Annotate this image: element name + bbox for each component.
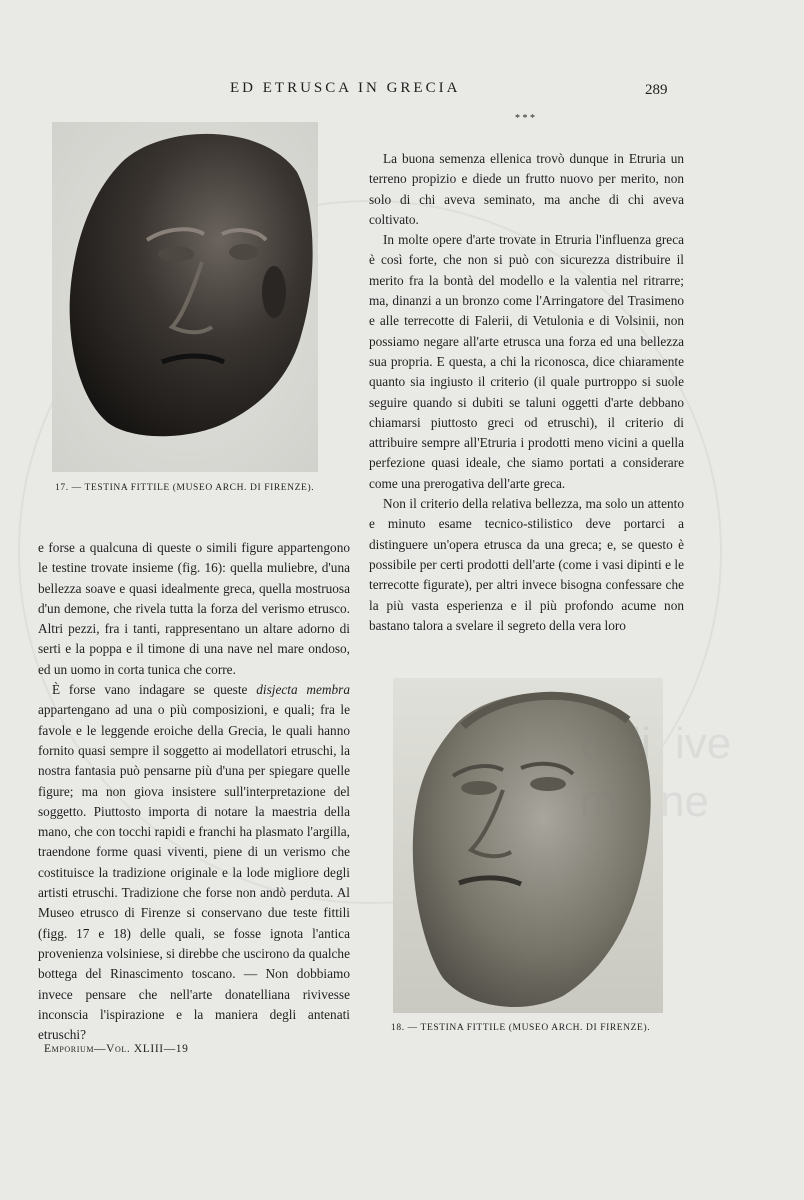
page-number: 289 (645, 82, 668, 98)
archive-watermark (420, 715, 731, 831)
figure-17-photo (52, 122, 318, 472)
watermark-text: ne (660, 777, 709, 826)
watermark-text: ive (675, 719, 732, 768)
running-title: ED ETRUSCA IN GRECIA (230, 80, 461, 96)
paragraph-text: È forse vano indagare se queste (52, 682, 257, 698)
printer-signature: Emporium—Vol. XLIII—19 (44, 1043, 189, 1055)
left-column-text (38, 538, 350, 1045)
paragraph (38, 680, 350, 1045)
paragraph: La buona semenza ellenica trovò dunque in Etruria un terreno propizio e diede un frutto nuovo per merito, non solo di chi aveva seminato, ma anche di chi aveva coltivato. (369, 151, 684, 227)
right-column-text (369, 149, 684, 636)
section-break-asterism: * * * (515, 113, 535, 124)
watermark-text: ma (580, 777, 642, 826)
latin-phrase: disjecta membra (256, 682, 350, 698)
paragraph: e forse a qualcuna di queste o simili figure appartengono le testine trovate insieme (fig. 16): quella muliebre, d'una bellezza soave e quasi idealmente greca, quella mostruosa d'un demone, che rivela tutta la forza del verismo etrusco. Altri pezzi, fra i tanti, rappresentano un altare adorno di serti e la poppa e il timone di una nave nel mare ondoso, ed un uomo in corta tunica che corre. (38, 540, 350, 677)
paragraph: In molte opere d'arte trovate in Etruria l'influenza greca è così forte, che non si può con sicurezza distribuire il merito fra la bontà del modello e la valentia nel ritrarre; ma, dinanzi a un bronzo come l'Arringatore del Trasimeno e alle terrecotte di Falerii, di Vetulonia e di Volsinii, non possiamo negare all'arte etrusca una forza ed una bellezza sua propria. E questa, a chi la riconosca, dice chiaramente quanto sia ingiusto il criterio (il quale purtroppo si suole seguire quando si dubiti se taluni oggetti d'arte debbano chiamarsi piuttosto greci od etruschi), il criterio di attribuire sempre all'Etruria i prodotti meno vicini a quella perfezione quasi ideale, che siamo portati a considerare come una prerogativa dell'arte greca. (369, 232, 684, 491)
figure-17-caption: 17. — TESTINA FITTILE (MUSEO ARCH. DI FIRENZE). (55, 483, 315, 493)
terracotta-head-17-image (52, 122, 318, 472)
paragraph-text: appartengano ad una o più composizioni, e quali; fra le favole e le leggende eroiche della Grecia, le quali hanno fornito quasi sempre il soggetto ai modellatori etruschi, la nostra fantasia può pensarne più d'una per spiegare quelle figure; ma non giova insistere sull'interpretazione del soggetto. Piuttosto importa di notare la maestria della mano, che con tocchi rapidi e franchi ha plasmato l'argilla, traendone forme quasi viventi, piene di un verismo che costituisce la tradizione originale e la lode migliore degli artisti etruschi. Tradizione che forse non andò perduta. Al Museo etrusco di Firenze si conservano due teste fittili (figg. 17 e 18) delle quali, se fosse ignota l'antica provenienza volsiniese, si direbbe che uscirono da qualche bottega del Rinascimento toscano. — Non dobbiamo invece pensare che nell'arte donatelliana rivivesse inconscia l'ispirazione e la maniera degli antenati etruschi? (38, 702, 350, 1043)
figure-18-caption: 18. — TESTINA FITTILE (MUSEO ARCH. DI FIRENZE). (391, 1023, 651, 1033)
paragraph: Non il criterio della relativa bellezza, ma solo un attento e minuto esame tecnico-stilistico deve portarci a distinguere un'opera etrusca da una greca; e, se questo è possibile per certi prodotti dell'arte (come i vasi dipinti e le terrecotte figurate), per altri invece bisogna confessare che la più vasta esperienza e il più profondo acume non bastano talora a svelare il segreto della vera loro (369, 496, 684, 633)
watermark-text: o di (580, 719, 651, 768)
